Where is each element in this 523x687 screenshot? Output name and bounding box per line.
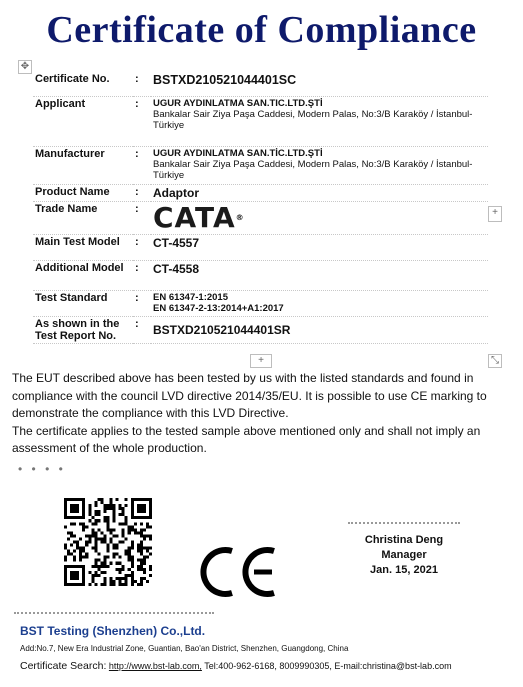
signature-date: Jan. 15, 2021 <box>370 564 438 576</box>
compliance-statement <box>12 370 512 458</box>
resize-handle-icon[interactable]: ⤡ <box>488 354 502 368</box>
certificate-search <box>20 660 452 672</box>
label-product-name: Product Name <box>33 184 133 201</box>
applicant-address: Bankalar Sair Ziya Paşa Caddesi, Modern Palas, No:3/B Karaköy / İstanbul-Türkiye <box>153 108 473 131</box>
value-manufacturer <box>151 146 488 184</box>
value-trade-name <box>151 201 488 234</box>
colon: : <box>133 72 151 96</box>
company-name: BST Testing (Shenzhen) Co.,Ltd. <box>20 624 206 638</box>
label-main-test-model: Main Test Model <box>33 234 133 260</box>
search-label: Certificate Search: <box>20 660 107 672</box>
colon: : <box>133 234 151 260</box>
label-certificate-no: Certificate No. <box>33 72 133 96</box>
colon: : <box>133 260 151 290</box>
certificate-title: Certificate of Compliance <box>46 9 477 51</box>
row-trade-name <box>33 201 488 234</box>
colon: : <box>133 146 151 184</box>
row-manufacturer <box>33 146 488 184</box>
standard-line-1: EN 61347-1:2015 <box>153 291 228 303</box>
label-manufacturer: Manufacturer <box>33 146 133 184</box>
row-main-test-model <box>33 234 488 260</box>
label-test-report-no: As shown in the Test Report No. <box>33 316 133 343</box>
value-certificate-no: BSTXD210521044401SC <box>151 72 488 96</box>
signer-name: Christina Deng <box>364 534 444 546</box>
colon: : <box>133 290 151 316</box>
colon: : <box>133 96 151 146</box>
value-main-test-model: CT-4557 <box>151 234 488 260</box>
label-additional-model: Additional Model <box>33 260 133 290</box>
signature-block <box>344 533 464 578</box>
value-additional-model: CT-4558 <box>151 260 488 290</box>
qr-code <box>64 498 152 586</box>
statement-paragraph-2: The certificate applies to the tested sample above mentioned only and shall not imply an assessment of the whole production. <box>12 423 481 455</box>
value-applicant <box>151 96 488 146</box>
colon: : <box>133 184 151 201</box>
manufacturer-name: UGUR AYDINLATMA SAN.TİC.LTD.ŞTİ <box>153 147 323 159</box>
label-test-standard: Test Standard <box>33 290 133 316</box>
website-link[interactable]: http://www.bst-lab.com, <box>108 661 202 671</box>
dots-divider: • • • • <box>18 462 66 476</box>
colon: : <box>133 316 151 343</box>
value-test-report-no: BSTXD210521044401SR <box>151 316 488 343</box>
add-row-icon[interactable]: + <box>250 354 272 368</box>
row-certificate-no <box>33 72 488 96</box>
company-address: Add:No.7, New Era Industrial Zone, Guantian, Bao'an District, Shenzhen, Guangdong, China <box>20 644 349 653</box>
logo-text: CATA <box>153 200 236 234</box>
move-handle-icon[interactable]: ✥ <box>18 60 32 74</box>
row-test-report-no <box>33 316 488 343</box>
add-column-icon[interactable]: + <box>488 206 502 222</box>
logo-registered-mark: ® <box>235 212 245 222</box>
label-trade-name: Trade Name <box>33 201 133 234</box>
footer-divider <box>14 612 214 614</box>
signature-line <box>348 522 460 524</box>
email-link[interactable]: E-mail:christina@bst-lab.com <box>334 661 452 671</box>
signer-title: Manager <box>381 549 427 561</box>
applicant-name: UGUR AYDINLATMA SAN.TIC.LTD.ŞTİ <box>153 97 323 109</box>
certificate-table <box>33 72 488 344</box>
trade-name-logo <box>153 201 245 234</box>
manufacturer-address: Bankalar Sair Ziya Paşa Caddesi, Modern Palas, No:3/B Karaköy / İstanbul-Türkiye <box>153 158 473 181</box>
colon: : <box>133 201 151 234</box>
row-additional-model <box>33 260 488 290</box>
row-applicant <box>33 96 488 146</box>
value-product-name: Adaptor <box>151 184 488 201</box>
standard-line-2: EN 61347-2-13:2014+A1:2017 <box>153 302 284 314</box>
label-applicant: Applicant <box>33 96 133 146</box>
statement-paragraph-1: The EUT described above has been tested by us with the listed standards and found in compliance with the council LVD directive 2014/35/EU. It is possible to use CE marking to demonstrate the compliance with this LVD Directive. <box>12 371 487 420</box>
row-product-name <box>33 184 488 201</box>
row-test-standard <box>33 290 488 316</box>
ce-mark <box>194 543 280 601</box>
value-test-standard <box>151 290 488 316</box>
telephone: Tel:400-962-6168, 8009990305, <box>204 661 332 671</box>
